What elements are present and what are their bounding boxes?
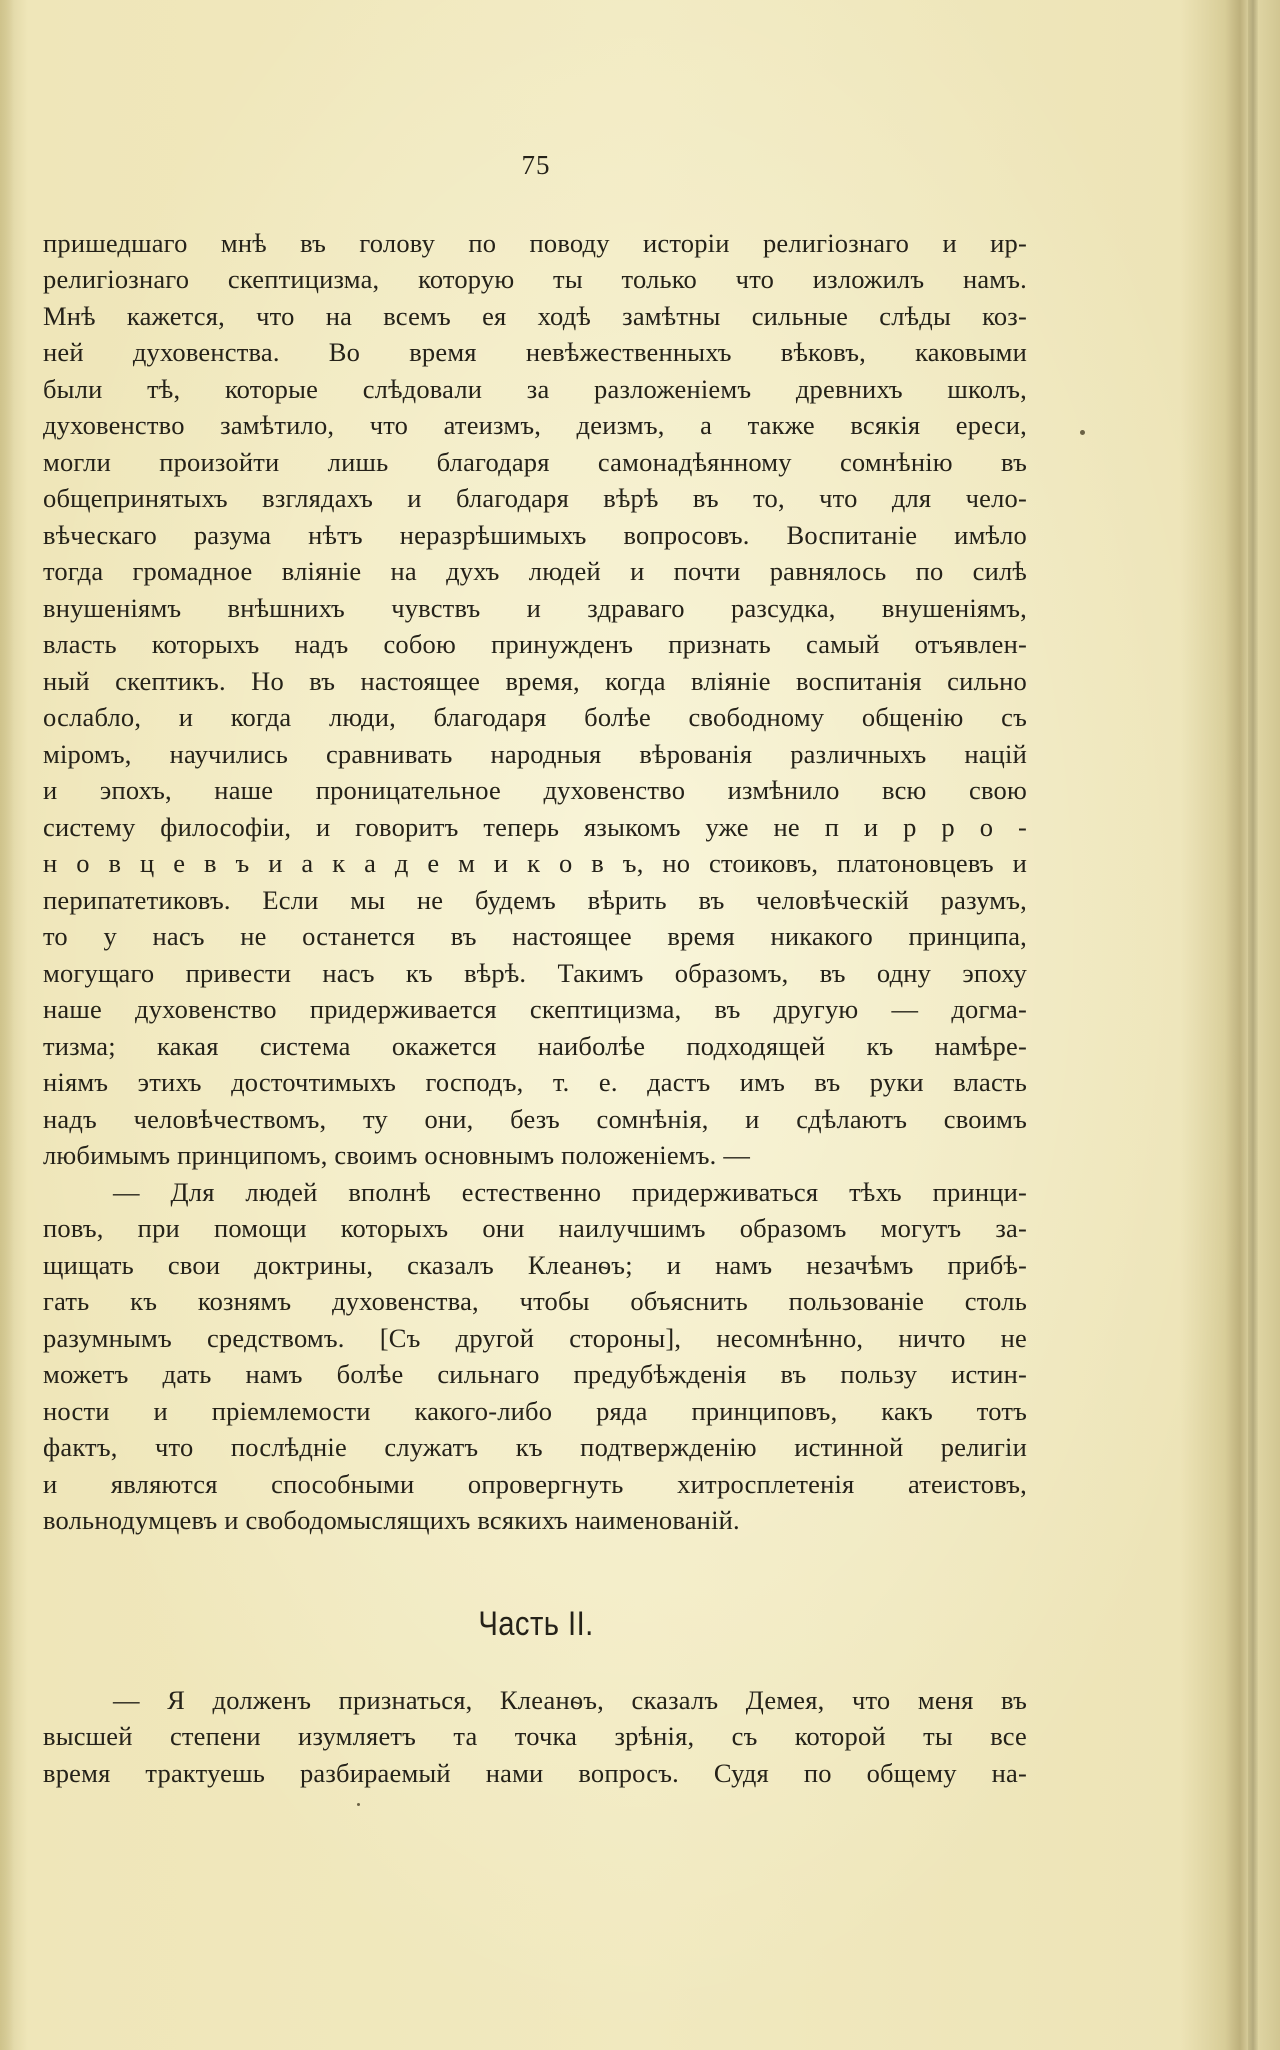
text-line: время трактуешь разбираемый нами вопросъ. Судя по общему на- bbox=[43, 1758, 1027, 1788]
text-line: тизма; какая система окажется наиболѣе подходящей къ намѣре- bbox=[43, 1031, 1027, 1061]
text-line: фактъ, что послѣдніе служатъ къ подтвержденію истинной религіи bbox=[43, 1432, 1027, 1462]
text-line: систему философіи, и говоритъ теперь языкомъ уже не п и р р о - bbox=[43, 812, 1027, 842]
text-line: тогда громадное вліяніе на духъ людей и почти равнялось по силѣ bbox=[43, 556, 1027, 586]
section-heading: Часть II. bbox=[478, 1605, 594, 1643]
text-line: ней духовенства. Во время невѣжественныхъ вѣковъ, каковыми bbox=[43, 337, 1027, 367]
text-line: ный скептикъ. Но въ настоящее время, когда вліяніе воспитанія сильно bbox=[43, 666, 1027, 696]
text-line: и являются способными опровергнуть хитросплетенія атеистовъ, bbox=[43, 1469, 1027, 1499]
text-line: были тѣ, которые слѣдовали за разложеніемъ древнихъ школъ, bbox=[43, 374, 1027, 404]
ink-speck bbox=[357, 1803, 360, 1806]
text-line: любимымъ принципомъ, своимъ основнымъ положеніемъ. — bbox=[43, 1140, 751, 1170]
text-line: гать къ кознямъ духовенства, чтобы объяснить пользованіе столь bbox=[43, 1286, 1027, 1316]
text-line: пришедшаго мнѣ въ голову по поводу исторіи религіознаго и ир- bbox=[43, 228, 1027, 258]
page-number: 75 bbox=[521, 150, 551, 180]
text-line: могущаго привести насъ къ вѣрѣ. Такимъ образомъ, въ одну эпоху bbox=[43, 958, 1027, 988]
text-line: Мнѣ кажется, что на всемъ ея ходѣ замѣтны сильные слѣды коз- bbox=[43, 301, 1027, 331]
text-line: религіознаго скептицизма, которую ты только что изложилъ намъ. bbox=[43, 264, 1027, 294]
text-line: могли произойти лишь благодаря самонадѣянному сомнѣнію въ bbox=[43, 447, 1027, 477]
text-line: можетъ дать намъ болѣе сильнаго предубѣжденія въ пользу истин- bbox=[43, 1359, 1027, 1389]
text-line: вольнодумцевъ и свободомыслящихъ всякихъ наименованій. bbox=[43, 1505, 740, 1535]
text-line: наше духовенство придерживается скептицизма, въ другую — догма- bbox=[43, 994, 1027, 1024]
ink-speck bbox=[1080, 430, 1085, 435]
text-line: ослабло, и когда люди, благодаря болѣе свободному общенію съ bbox=[43, 702, 1027, 732]
text-line: н о в ц е в ъ и а к а д е м и к о в ъ, но стоиковъ, платоновцевъ и bbox=[43, 848, 1027, 878]
text-line: внушеніямъ внѣшнихъ чувствъ и здраваго разсудка, внушеніямъ, bbox=[43, 593, 1027, 623]
text-line: — Для людей вполнѣ естественно придерживаться тѣхъ принци- bbox=[113, 1177, 1027, 1207]
text-line: власть которыхъ надъ собою принужденъ признать самый отъявлен- bbox=[43, 629, 1027, 659]
text-line: ніямъ этихъ досточтимыхъ господъ, т. е. дастъ имъ въ руки власть bbox=[43, 1067, 1027, 1097]
text-line: надъ человѣчествомъ, ту они, безъ сомнѣнія, и сдѣлаютъ своимъ bbox=[43, 1104, 1027, 1134]
text-line: повъ, при помощи которыхъ они наилучшимъ образомъ могутъ за- bbox=[43, 1213, 1027, 1243]
text-line: перипатетиковъ. Если мы не будемъ вѣрить въ человѣческій разумъ, bbox=[43, 885, 1027, 915]
text-line: общепринятыхъ взглядахъ и благодаря вѣрѣ въ то, что для чело- bbox=[43, 483, 1027, 513]
page-binding-edge bbox=[1248, 0, 1258, 2050]
text-line: духовенство замѣтило, что атеизмъ, деизмъ, а также всякія ереси, bbox=[43, 410, 1027, 440]
text-line: то у насъ не останется въ настоящее время никакого принципа, bbox=[43, 921, 1027, 951]
text-line: вѣческаго разума нѣтъ неразрѣшимыхъ вопросовъ. Воспитаніе имѣло bbox=[43, 520, 1027, 550]
text-line: — Я долженъ признаться, Клеанѳъ, сказалъ Демея, что меня въ bbox=[113, 1685, 1027, 1715]
text-line: разумнымъ средствомъ. [Съ другой стороны], несомнѣнно, ничто не bbox=[43, 1323, 1027, 1353]
text-line: и эпохъ, наше проницательное духовенство измѣнило всю свою bbox=[43, 775, 1027, 805]
page-left-shadow bbox=[0, 0, 14, 2050]
text-line: высшей степени изумляетъ та точка зрѣнія, съ которой ты все bbox=[43, 1721, 1027, 1751]
text-line: щищать свои доктрины, сказалъ Клеанѳъ; и намъ незачѣмъ прибѣ- bbox=[43, 1250, 1027, 1280]
text-line: ности и пріемлемости какого-либо ряда принциповъ, какъ тотъ bbox=[43, 1396, 1027, 1426]
text-line: міромъ, научились сравнивать народныя вѣрованія различныхъ націй bbox=[43, 739, 1027, 769]
